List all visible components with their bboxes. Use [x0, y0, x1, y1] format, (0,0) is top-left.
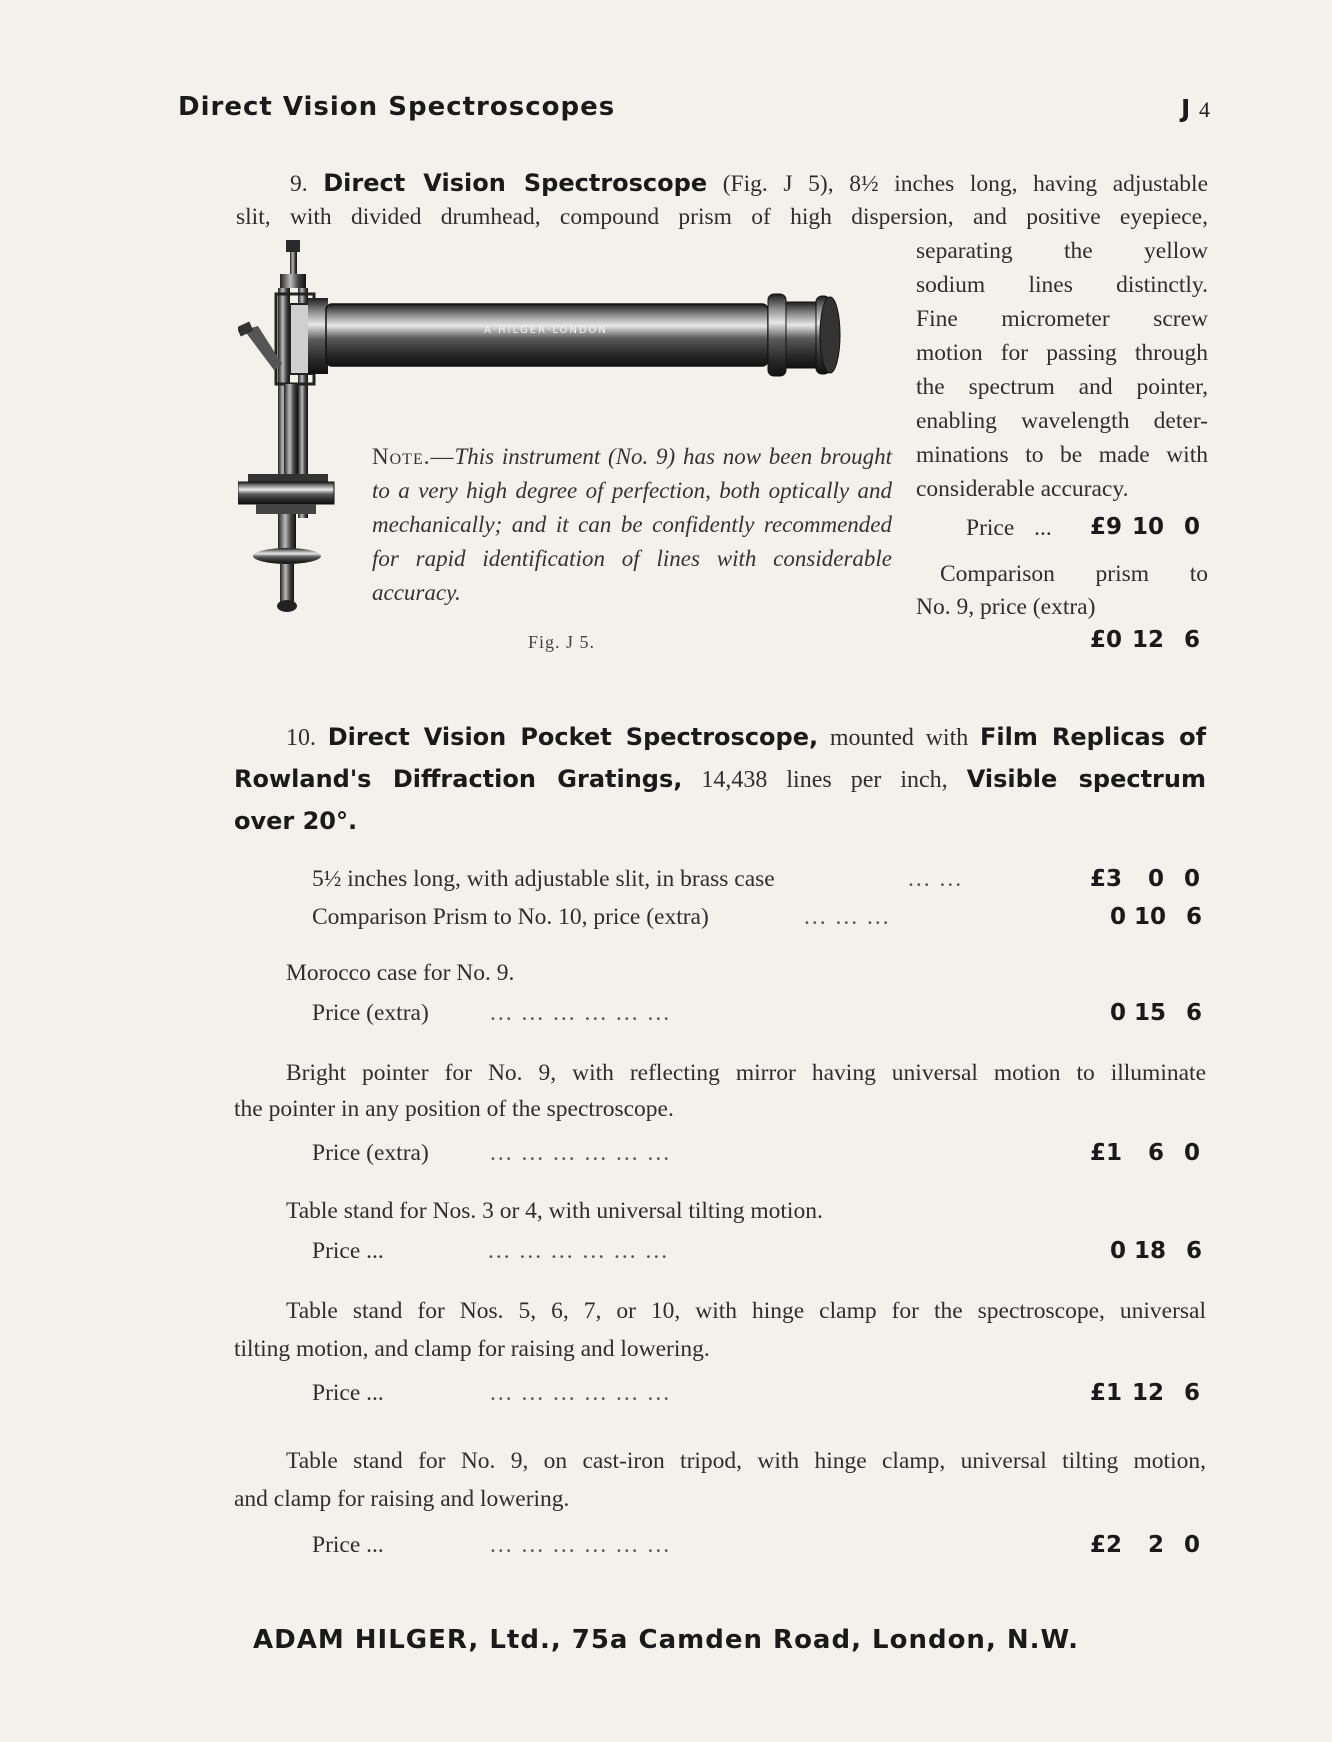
price-pounds: £1	[1089, 1380, 1122, 1406]
slit-head	[280, 274, 306, 288]
price-pence: 6	[1185, 1238, 1202, 1264]
accessory-price-row	[312, 996, 1112, 1030]
side-line: Fine micrometer screw	[916, 306, 1208, 332]
accessory-desc: Table stand for No. 9, on cast-iron tripod, with hinge clamp, universal tilting motion,	[286, 1448, 1206, 1474]
price-pounds: £0	[1089, 627, 1122, 653]
side-line: the spectrum and pointer,	[916, 374, 1208, 400]
item9-number: 9.	[290, 171, 308, 197]
price-pence: 0	[1183, 1532, 1200, 1558]
slit-screw-cap	[286, 240, 300, 252]
page-number-digit: 4	[1199, 97, 1210, 122]
item10-row	[312, 862, 1212, 896]
item10-visible: Visible spectrum	[966, 765, 1206, 793]
price-pence: 6	[1185, 1000, 1202, 1026]
item10-name: Direct Vision Pocket Spectroscope,	[327, 723, 819, 751]
accessory-price	[1082, 1140, 1200, 1166]
price-shillings: 10	[1131, 514, 1164, 540]
row-dots: ... ... ... ... ... ...	[490, 1380, 672, 1406]
item10-row	[312, 900, 1212, 934]
row-dots: ... ... ...	[804, 904, 891, 930]
price-pence: 6	[1183, 627, 1200, 653]
item10-lines: 14,438 lines per inch,	[701, 767, 948, 793]
accessory-price-row	[312, 1376, 1112, 1410]
eyepiece-lens	[820, 297, 840, 373]
accessory-price	[1104, 1238, 1202, 1264]
comparison-line1: Comparison prism to	[940, 561, 1208, 587]
item10-film: Film Replicas of	[979, 723, 1207, 751]
price-pounds: £3	[1089, 866, 1122, 892]
price-shillings: 6	[1147, 1140, 1164, 1166]
price-pence: 6	[1185, 904, 1202, 930]
row-dots: ... ... ... ... ... ...	[490, 1000, 672, 1026]
price-pence: 6	[1183, 1380, 1200, 1406]
price-pence: 0	[1183, 866, 1200, 892]
price-shillings: 12	[1131, 627, 1164, 653]
item10-line2	[234, 762, 1206, 797]
accessory-desc: the pointer in any position of the spectroscope.	[234, 1096, 674, 1122]
side-line: sodium lines distinctly.	[916, 272, 1208, 298]
item10-row-price	[1082, 866, 1200, 892]
row-label: Comparison Prism to No. 10, price (extra)	[312, 904, 709, 930]
accessory-price-row	[312, 1136, 1112, 1170]
comparison-line2: No. 9, price (extra)	[916, 594, 1096, 620]
instrument-note	[372, 440, 892, 610]
row-dots: ... ... ... ... ... ...	[490, 1532, 672, 1558]
figure-caption: Fig. J 5.	[528, 632, 596, 652]
eyepiece-tube	[786, 302, 816, 368]
side-line: motion for passing through	[916, 340, 1208, 366]
price-shillings: 0 15	[1109, 1000, 1166, 1026]
drumhead	[238, 482, 334, 504]
side-line: separating the yellow	[916, 238, 1208, 264]
slit-screw	[290, 252, 297, 274]
item9-name: Direct Vision Spectroscope	[323, 169, 708, 197]
item9-line1-rest: (Fig. J 5), 8½ inches long, having adjustable	[722, 171, 1209, 197]
lower-knob	[253, 548, 321, 564]
price-pence: 0	[1183, 514, 1200, 540]
accessory-price	[1082, 1532, 1200, 1558]
price-pounds: £2	[1089, 1532, 1122, 1558]
item10-rowland: Rowland's Diffraction Gratings,	[234, 765, 683, 793]
accessory-price-row	[312, 1234, 1112, 1268]
item10-over: over 20°.	[234, 807, 358, 835]
accessory-desc: tilting motion, and clamp for raising and lowering.	[234, 1336, 710, 1362]
row-dots: ... ... ... ... ... ...	[488, 1238, 670, 1264]
price-shillings: 0 10	[1109, 904, 1166, 930]
item9-line1	[290, 166, 1208, 201]
note-lead: Note.—	[372, 444, 455, 469]
price-label: Price	[966, 515, 1015, 541]
accessory-desc: Table stand for Nos. 3 or 4, with universal tilting motion.	[286, 1198, 823, 1224]
item9-line2: slit, with divided drumhead, compound prism of high dispersion, and positive eyepiece,	[236, 204, 1208, 230]
side-line: considerable accuracy.	[916, 476, 1129, 502]
page-number	[1181, 94, 1210, 123]
price-label: Price ...	[312, 1238, 384, 1264]
item10-line3	[234, 804, 357, 839]
row-dots: ... ... ... ... ... ...	[490, 1140, 672, 1166]
price-shillings: 12	[1131, 1380, 1164, 1406]
drumhead-base	[256, 504, 316, 514]
barrel-inscription: A·HILGER·LONDON	[484, 325, 608, 336]
item9-price	[1082, 514, 1200, 540]
bottom-post	[280, 564, 294, 602]
item10-line1	[286, 720, 1206, 755]
row-dots: ... ...	[908, 866, 964, 892]
item10-number: 10.	[286, 725, 316, 751]
row-label: 5½ inches long, with adjustable slit, in brass case	[312, 866, 775, 892]
price-pence: 0	[1183, 1140, 1200, 1166]
accessory-desc: Table stand for Nos. 5, 6, 7, or 10, with hinge clamp for the spectroscope, universal	[286, 1298, 1206, 1324]
accessory-price-row	[312, 1528, 1112, 1562]
price-dots: ...	[1034, 515, 1052, 541]
price-shillings: 2	[1147, 1532, 1164, 1558]
price-shillings: 0	[1147, 866, 1164, 892]
side-line: minations to be made with	[916, 442, 1208, 468]
item9-price-label	[966, 511, 1052, 545]
page-letter: J	[1180, 94, 1191, 123]
collar	[308, 298, 328, 374]
price-label: Price (extra)	[312, 1000, 429, 1026]
price-shillings: 0 18	[1109, 1238, 1166, 1264]
item10-row-price	[1104, 904, 1202, 930]
bottom-foot	[277, 600, 297, 612]
side-line: enabling wavelength deter-	[916, 408, 1208, 434]
price-label: Price ...	[312, 1532, 384, 1558]
price-label: Price (extra)	[312, 1140, 429, 1166]
publisher-footer: ADAM HILGER, Ltd., 75a Camden Road, London, N.W.	[253, 1625, 1079, 1655]
accessory-desc: and clamp for raising and lowering.	[234, 1486, 570, 1512]
item10-mounted: mounted with	[829, 725, 969, 751]
page-header-title: Direct Vision Spectroscopes	[178, 92, 616, 122]
accessory-desc: Morocco case for No. 9.	[286, 960, 515, 986]
accessory-desc: Bright pointer for No. 9, with reflecting mirror having universal motion to illuminate	[286, 1060, 1206, 1086]
note-text: This instrument (No. 9) has now been brought to a very high degree of perfection, both optically and mechanically; and it can be confidently recommended for rapid identification of lines with considerable accuracy.	[372, 444, 892, 605]
accessory-price	[1082, 1380, 1200, 1406]
drumhead-top	[248, 474, 328, 482]
comparison-price	[1082, 627, 1200, 653]
accessory-price	[1104, 1000, 1202, 1026]
price-label: Price ...	[312, 1380, 384, 1406]
price-pounds: £1	[1089, 1140, 1122, 1166]
price-pounds: £9	[1089, 514, 1122, 540]
eyepiece-ring1	[768, 294, 786, 376]
